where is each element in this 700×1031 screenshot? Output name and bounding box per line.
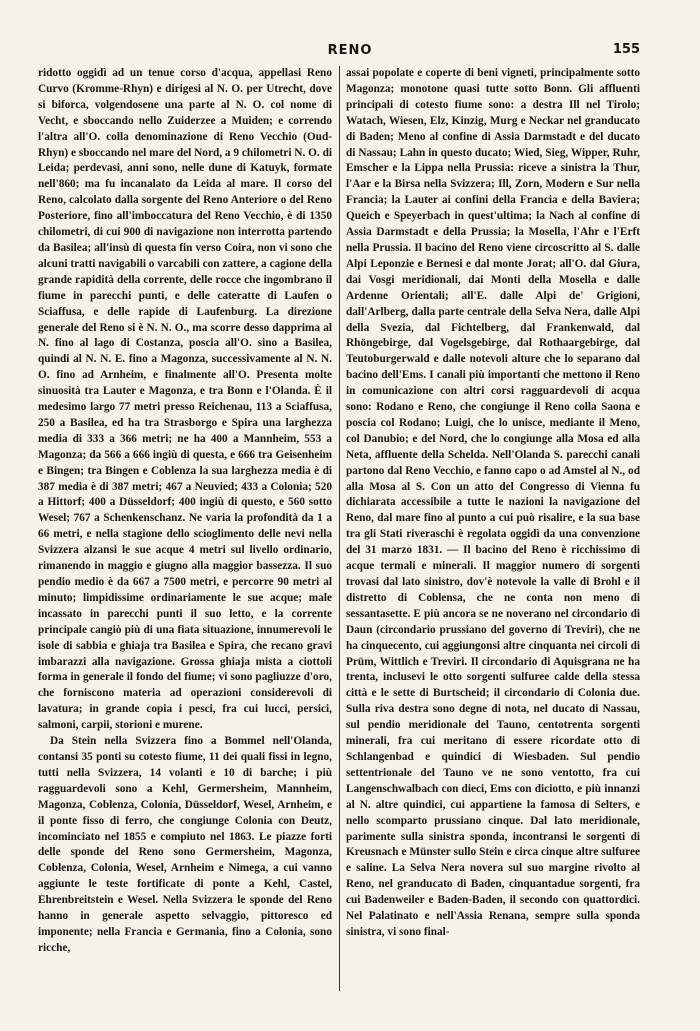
left-paragraph-2: Da Stein nella Svizzera fino a Bommel nell'Olanda, contansi 35 ponti su cotesto fiume, 11 dei quali fissi in legno, tutti nella Svizzera, 14 volanti e 10 di barche; i più ragguardevoli sono a Kehl, Germersheim, Mannheim, Magonza, Coblenza, Colonia, Düsseldorf, Wesel, Arnheim, e il ponte fisso di ferro, che congiunge Colonia con Deutz, incominciato nel 1855 e compiuto nel 1863. Le piazze forti delle sponde del Reno sono Germersheim, Magonza, Coblenza, Colonia, Wesel, Arnheim e Nimega, a cui vanno aggiunte le teste fortificate di ponte a Kehl, Castel, Ehrenbreitstein e Wesel. Nella Svizzera le sponde del Reno hanno in generale aspetto selvaggio, pittoresco ed imponente; nella Francia e Germania, fino a Colonia, sono ricche, — [38, 735, 332, 954]
left-column — [38, 66, 332, 957]
right-paragraph-1: assai popolate e coperte di beni vigneti, principalmente sotto Magonza; monotone quasi tutte sotto Bonn. Gli affluenti principali di cotesto fiume sono: a destra Ill nel Tirolo; Watach, Wiesen, Elz, Kinzig, Murg e Neckar nel granducato di Baden; Meno al confine di Assia Darmstadt e del ducato di Nassau; Lahn in questo ducato; Wied, Sieg, Wipper, Ruhr, Emscher e la Lippa nella Prussia: riceve a sinistra la Thur, l'Aar e la Birsa nella Svizzera; Ill, Zorn, Modern e Sur nella Francia; la Lauter ai confini della Francia e della Baviera; Queich e Speyerbach in quest'ultima; la Nach al confine di Assia Darmstadt e della Prussia; la Mosella, l'Ahr e l'Erft nella Prussia. Il bacino del Reno viene circoscritto al S. dalle Alpi Leponzie e Bernesi e dal monte Jorat; all'O. dal Giura, dai Vosgi meridionali, dai Monti della Mosella e dalle Ardenne Orientali; all'E. dalle Alpi de' Grigioni, dall'Arlberg, dalla parte centrale della Selva Nera, dalle Alpi della Svezia, dal Fichtelberg, dal Frankenwald, dal Rhöngebirge, dal Vogelsgebirge, dal Rothaargebirge, dal Teutoburgerwald e dalle notevoli alture che lo separano dal bacino dell'Ems. I canali più importanti che mettono il Reno in comunicazione con altri corsi ragguardevoli di acqua sono: Rodano e Reno, che congiunge il Reno colla Saona e poscia col Rodano; Luigi, che lo unisce, mediante il Meno, col Danubio; e del Nord, che lo congiunge alla Mosa ed alla Neta, affluente della Schelda. Nell'Olanda S. parecchi canali partono dal Reno Vecchio, e fanno capo o ad Amstel al N., od alla Mosa al S. Con un atto del Congresso di Vienna fu dichiarata accessibile a tutte le nazioni la navigazione del Reno, dal mare fino al punto a cui può risalire, e la sua base tra gli Stati riveraschi è regolata oggidì da una convenzione del 31 marzo 1831. — Il bacino del Reno è ricchissimo di acque termali e minerali. Il maggior numero di sorgenti trovasi dal lato sinistro, dov'è notevole la valle di Brohl e il distretto di Coblensa, che ne conta non meno di sessantasette. E più ancora se ne noverano nel circondario di Daun (circondario prussiano del governo di Treviri), che ne ha cinquecento, cui aggiungonsi altre cinquanta nei circoli di Prüm, Wittlich e Treviri. Il circondario di Aquisgrana ne ha trenta, inclusevi le otto sorgenti sulfuree calde della stessa città e le sette di Burtscheid; il circondario di Colonia due. Sulla riva destra sono degne di nota, nel ducato di Nassau, sul pendio meridionale del Tauno, centotrenta sorgenti minerali, fra cui meritano di essere ricordate otto di Schlangenbad e quindici di Wiesbaden. Sul pendio settentrionale del Tauno ve ne sono ventotto, fra cui Langenschwalbach con dieci, Ems con diciotto, e più innanzi al N. altre quindici, cui appartiene la famosa di Selters, e nello scomparto prussiano cinque. Dal lato meridionale, parimente sulla sinistra sponda, incontransi le sorgenti di Kreusnach e Münster sullo Stein e circa cinque altre sulfuree e saline. La Selva Nera novera sul suo margine rivolto al Reno, nel granducato di Baden, cinquantadue sorgenti, fra cui Badenweiler e Baden-Baden, il secondo con quattordici. Nel Palatinato e nell'Assia Renana, sempre sulla sponda sinistra, vi sono final- — [346, 67, 640, 938]
page-number: 155 — [612, 42, 640, 57]
right-column — [346, 66, 640, 941]
column-divider — [339, 66, 340, 991]
running-title: RENO — [327, 43, 373, 58]
left-paragraph-1: ridotto oggidì ad un tenue corso d'acqua, appellasi Reno Curvo (Kromme-Rhyn) e dirigesi al N. O. per Utrecht, dove si biforca, volgendosene una parte al N. O. col nome di Vecht, e sboccando nello Zuiderzee a Muiden; e correndo l'altra all'O. colla denominazione di Reno Vecchio (Oud-Rhyn) e sboccando nel mare del Nord, a 9 chilometri N. O. di Leida; perdevasi, anni sono, nelle dune di Katuyk, formate nell'860; ma fu incanalato da Leida al mare. Il corso del Reno, calcolato dalla sorgente del Reno Anteriore o del Reno Posteriore, fino all'imboccatura del Reno Vecchio, è di 1350 chilometri, di cui 900 di navigazione non interrotta partendo da Basilea; all'insù di questa fin verso Coira, non vi sono che alcuni tratti navigabili o varcabili con zattere, a cagione della grande rapidità della corrente, delle rocce che ingombrano il fiume in parecchi punti, e delle cateratte di Laufen o Sciaffusa, e delle rapide di Laufenburg. La direzione generale del Reno si è N. N. O., ma scorre desso dapprima al N. fino al lago di Costanza, poscia all'O. sino a Basilea, quindi al N. N. E. fino a Magonza, successivamente al N. N. O. fino ad Arnheim, e finalmente all'O. Presenta molte sinuosità tra Lauter e Magonza, e tra Bonn e l'Olanda. È il medesimo largo 77 metri presso Reichenau, 113 a Sciaffusa, 250 a Basilea, ed ha tra Strasborgo e Spira una larghezza media di 333 a 366 metri; ne ha 400 a Mannheim, 553 a Magonza; da 566 a 666 ingiù di questa, e 666 tra Geisenheim e Bingen; tra Bingen e Coblenza la sua larghezza media è di 387 media è di 387 metri; 467 a Neuvied; 433 a Colonia; 520 a Hittorf; 400 a Düsseldorf; 400 ingiù di questo, e 560 sotto Wesel; 767 a Schenkenschanz. Ne varia la profondità da 1 a 66 metri, e nella stagione dello scioglimento delle nevi nella Svizzera alzansi le sue acque 4 metri sul livello ordinario, rimanendo in maggio e giugno alla maggior bassezza. Il suo pendio medio è da 667 a 7500 metri, e percorre 90 metri al minuto; limpidissime ordinariamente le sue acque; male incassato in parecchi punti il suo letto, e la corrente principale cangiò più di una fiata situazione, innumerevoli le isole di sabbia e ghiaja tra Basilea e Spira, che recano gravi imbarazzi alla navigazione. Grossa ghiaja mista a ciottoli forma in generale il fondo del fiume; vi sono pagliuzze d'oro, che forniscono materia ad operazioni considerevoli di lavatura; in grande copia i pesci, fra cui lucci, persici, salmoni, carpii, storioni e murene. — [38, 67, 332, 732]
